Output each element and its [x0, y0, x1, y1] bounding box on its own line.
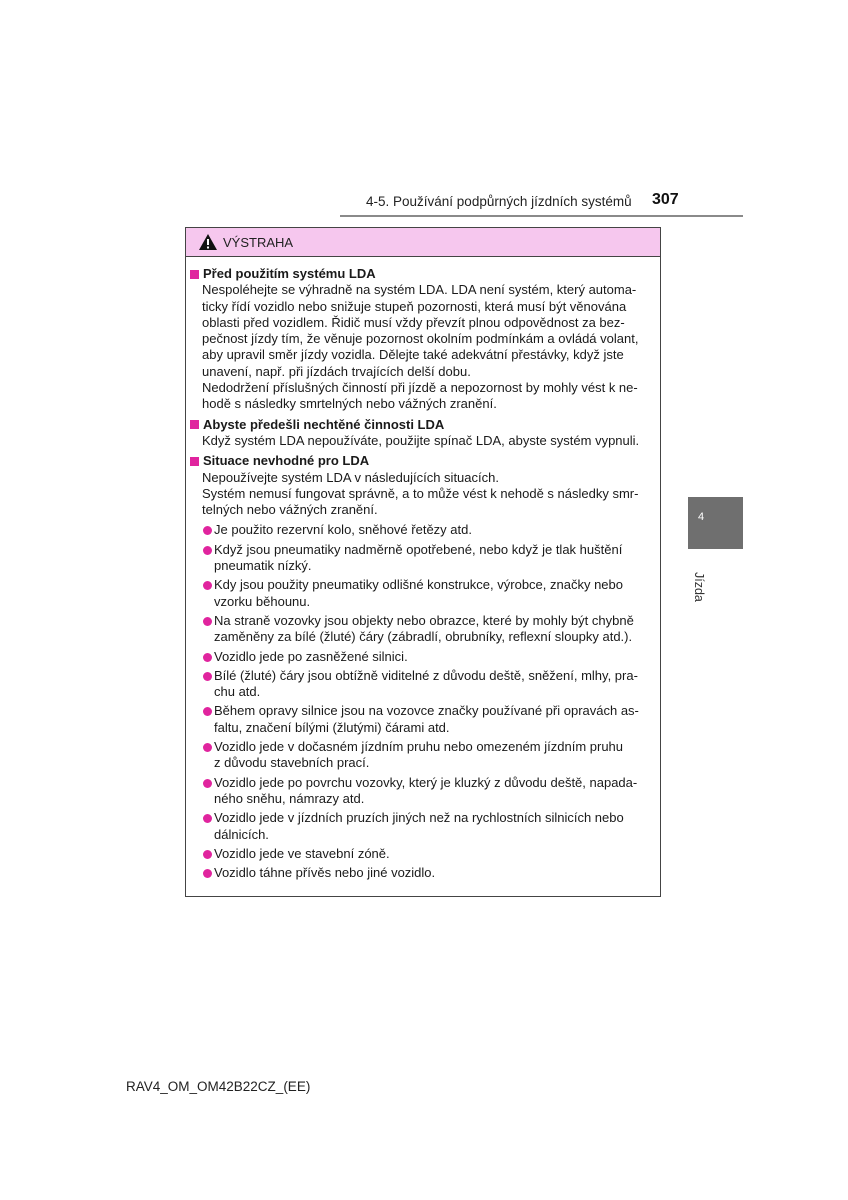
round-bullet-icon: [203, 869, 212, 878]
round-bullet-icon: [203, 672, 212, 681]
list-item-text: Vozidlo jede v dočasném jízdním pruhu nebo omezeném jízdním pruhu: [214, 739, 624, 755]
paragraph-line: Nespoléhejte se výhradně na systém LDA. LDA není systém, který automa-: [202, 282, 637, 298]
bullet-list: [190, 522, 654, 881]
page-number: 307: [652, 191, 679, 208]
square-bullet-icon: [190, 420, 199, 429]
round-bullet-icon: [203, 617, 212, 626]
paragraph-line: telných nebo vážných zranění.: [202, 502, 378, 518]
section-paragraph: [202, 282, 654, 412]
round-bullet-icon: [203, 546, 212, 555]
warning-sections: [190, 266, 654, 518]
warning-section: [190, 453, 654, 518]
section-heading: [190, 417, 654, 433]
warning-box: [185, 227, 661, 897]
list-item-text: Během opravy silnice jsou na vozovce značky používané při opravách as-: [214, 703, 639, 719]
list-item: [202, 577, 654, 610]
list-item: [202, 775, 654, 808]
chapter-tab: [688, 497, 743, 549]
warning-section: [190, 417, 654, 450]
round-bullet-icon: [203, 526, 212, 535]
warning-body: [186, 257, 660, 881]
chapter-label: Jízda: [692, 572, 706, 602]
paragraph-line: Nedodržení příslušných činností při jízdě a nepozornost by mohly vést k ne-: [202, 380, 638, 396]
list-item: [202, 542, 654, 575]
section-heading-text: Abyste předešli nechtěné činnosti LDA: [203, 416, 445, 432]
list-item-text: pneumatik nízký.: [214, 558, 312, 574]
list-item: [202, 703, 654, 736]
list-item-text: Vozidlo táhne přívěs nebo jiné vozidlo.: [214, 865, 436, 881]
round-bullet-icon: [203, 707, 212, 716]
list-item-text: Je použito rezervní kolo, sněhové řetězy atd.: [214, 522, 472, 538]
list-item: [202, 865, 654, 881]
list-item-text: faltu, značení bílými (žlutými) čárami atd.: [214, 719, 450, 735]
round-bullet-icon: [203, 581, 212, 590]
square-bullet-icon: [190, 457, 199, 466]
section-paragraph: [202, 433, 654, 449]
paragraph-line: ticky řídí vozidlo nebo snižuje stupeň pozornosti, která musí být věnována: [202, 298, 627, 314]
paragraph-line: aby upravil směr jízdy vozidla. Dělejte také adekvátní přestávky, když jste: [202, 347, 624, 363]
list-item-text: Kdy jsou použity pneumatiky odlišné konstrukce, výrobce, značky nebo: [214, 577, 623, 593]
round-bullet-icon: [203, 850, 212, 859]
list-item-text: ného sněhu, námrazy atd.: [214, 790, 365, 806]
list-item-text: Na straně vozovky jsou objekty nebo obrazce, které by mohly být chybně: [214, 612, 634, 628]
warning-triangle-icon: [198, 233, 218, 251]
list-item-text: chu atd.: [214, 684, 261, 700]
list-item-text: Bílé (žluté) čáry jsou obtížně viditelné z důvodu deště, sněžení, mlhy, pra-: [214, 667, 638, 683]
list-item: [202, 846, 654, 862]
list-item-text: z důvodu stavebních prací.: [214, 755, 370, 771]
section-heading: [190, 453, 654, 469]
section-heading-text: Situace nevhodné pro LDA: [203, 453, 370, 469]
warning-section: [190, 266, 654, 413]
round-bullet-icon: [203, 653, 212, 662]
list-item-text: Vozidlo jede v jízdních pruzích jiných než na rychlostních silnicích nebo: [214, 810, 624, 826]
square-bullet-icon: [190, 270, 199, 279]
round-bullet-icon: [203, 814, 212, 823]
list-item-text: Vozidlo jede po povrchu vozovky, který je kluzký z důvodu deště, napada-: [214, 774, 638, 790]
list-item-text: Vozidlo jede po zasněžené silnici.: [214, 648, 408, 664]
paragraph-line: Nepoužívejte systém LDA v následujících situacích.: [202, 469, 499, 485]
round-bullet-icon: [203, 743, 212, 752]
round-bullet-icon: [203, 779, 212, 788]
paragraph-line: pečnost jízdy tím, že věnuje pozornost okolním podmínkám a ovládá volant,: [202, 331, 639, 347]
list-item: [202, 649, 654, 665]
paragraph-line: hodě s následky smrtelných nebo vážných zranění.: [202, 396, 497, 412]
list-item: [202, 613, 654, 646]
list-item-text: vzorku běhounu.: [214, 593, 311, 609]
list-item: [202, 668, 654, 701]
document-code: RAV4_OM_OM42B22CZ_(EE): [126, 1079, 311, 1094]
list-item-text: dálnicích.: [214, 826, 269, 842]
paragraph-line: Když systém LDA nepoužíváte, použijte spínač LDA, abyste systém vypnuli.: [202, 432, 640, 448]
paragraph-line: Systém nemusí fungovat správně, a to může vést k nehodě s následky smr-: [202, 485, 639, 501]
paragraph-line: unavení, např. při jízdách trvajících delší dobu.: [202, 363, 471, 379]
list-item-text: Když jsou pneumatiky nadměrně opotřebené, nebo když je tlak huštění: [214, 541, 623, 557]
paragraph-line: oblasti před vozidlem. Řidič musí vždy převzít plnou odpovědnost za bez-: [202, 314, 625, 330]
section-heading: [190, 266, 654, 282]
list-item: [202, 739, 654, 772]
section-paragraph: [202, 470, 654, 519]
list-item-text: zaměněny za bílé (žluté) čáry (zábradlí, obrubníky, reflexní sloupky atd.).: [214, 629, 633, 645]
warning-label: VÝSTRAHA: [223, 234, 294, 250]
warning-header: [186, 228, 660, 257]
list-item: [202, 522, 654, 538]
section-title: 4-5. Používání podpůrných jízdních systémů: [366, 194, 632, 209]
list-item: [202, 810, 654, 843]
header-rule: [340, 215, 743, 217]
section-heading-text: Před použitím systému LDA: [203, 266, 376, 281]
list-item-text: Vozidlo jede ve stavební zóně.: [214, 845, 390, 861]
chapter-number: 4: [697, 511, 705, 523]
